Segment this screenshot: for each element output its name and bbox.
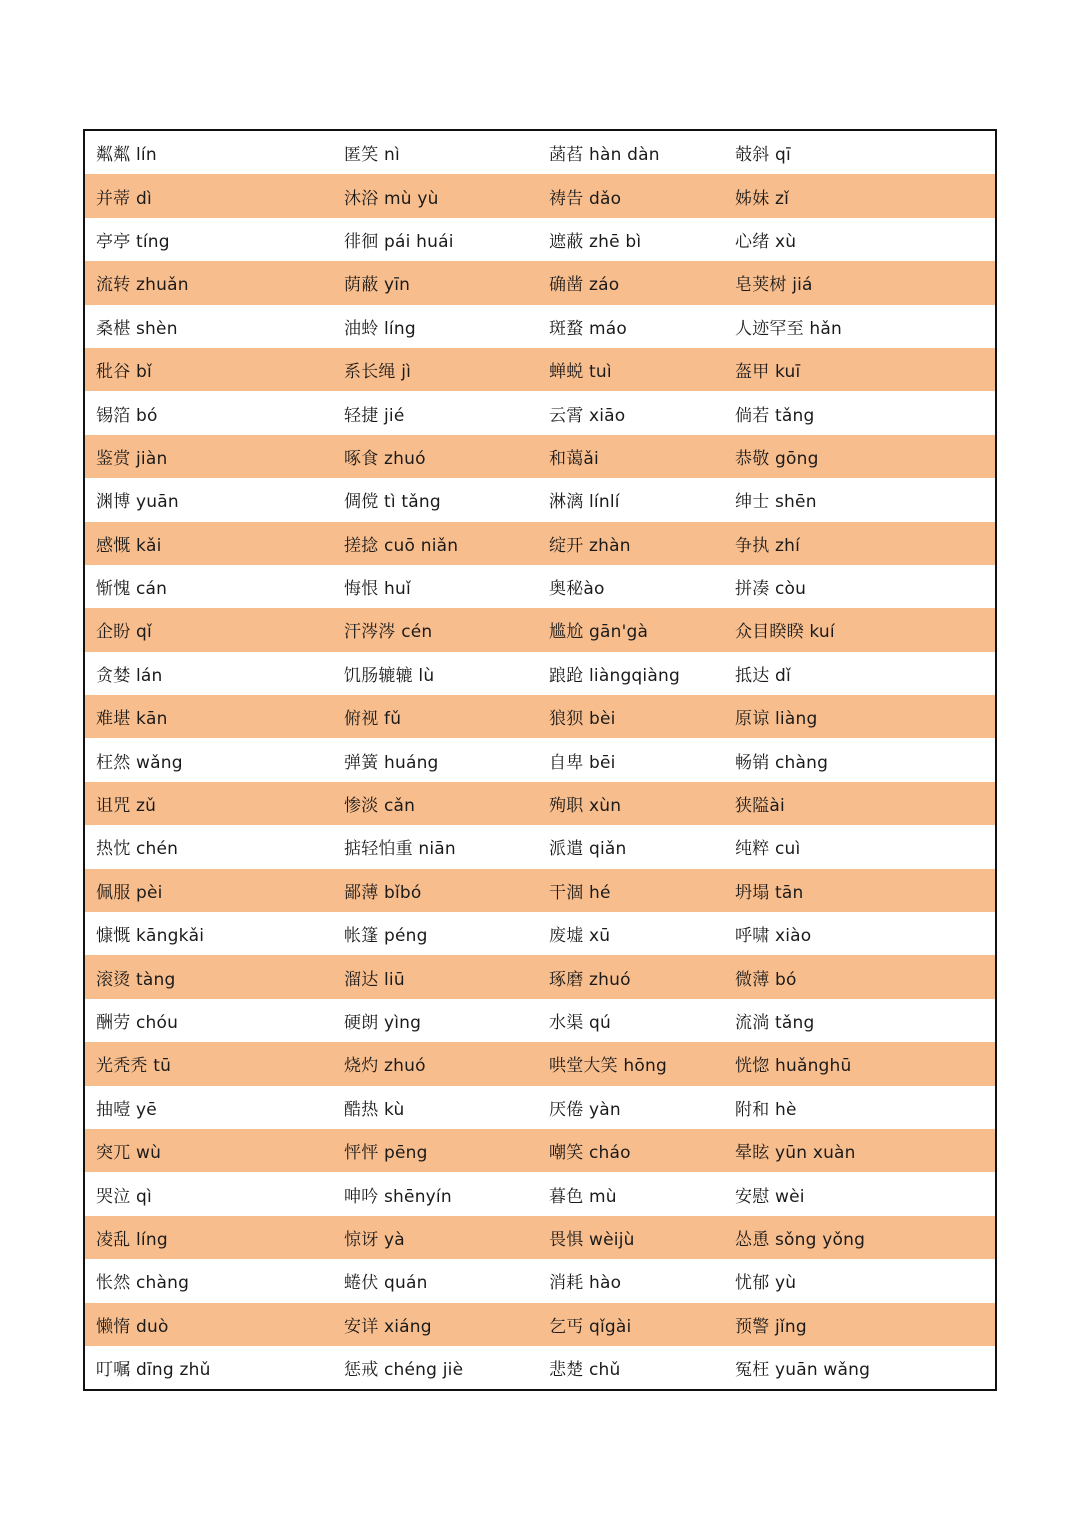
vocab-entry: 自卑 bēi: [549, 752, 616, 773]
vocab-entry: 桑椹 shèn: [96, 318, 178, 339]
vocab-entry: 消耗 hào: [549, 1273, 622, 1294]
vocab-entry: 并蒂 dì: [96, 188, 152, 209]
vocab-entry: 酬劳 chóu: [96, 1013, 179, 1033]
vocab-entry: 悔恨 huǐ: [344, 579, 411, 600]
table-row: [85, 131, 995, 174]
vocab-entry: 预警 jǐng: [735, 1316, 807, 1337]
vocab-entry: 惨淡 cǎn: [344, 796, 416, 817]
vocab-entry: 秕谷 bǐ: [96, 362, 152, 383]
vocab-entry: 哭泣 qì: [96, 1186, 152, 1207]
vocab-entry: 感慨 kǎi: [96, 535, 162, 556]
vocab-entry: 蜷伏 quán: [344, 1273, 428, 1294]
table-row: [85, 1346, 995, 1389]
vocabulary-table: [83, 129, 997, 1391]
table-row: [85, 1303, 995, 1346]
vocab-entry: 慷慨 kāngkǎi: [96, 926, 205, 947]
vocab-entry: 干涸 hé: [549, 882, 611, 903]
vocab-entry: 殉职 xùn: [549, 796, 622, 817]
vocab-entry: 枉然 wǎng: [96, 752, 183, 773]
vocab-entry: 热忱 chén: [96, 839, 179, 860]
table-row: [85, 1216, 995, 1259]
table-row: [85, 912, 995, 955]
vocab-entry: 狭隘ài: [735, 796, 785, 817]
table-row: [85, 435, 995, 478]
vocab-entry: 水渠 qú: [549, 1013, 611, 1033]
vocab-entry: 匿笑 nì: [344, 145, 400, 166]
vocab-entry: 亭亭 tíng: [96, 231, 170, 252]
table-row: [85, 261, 995, 304]
vocab-entry: 锡箔 bó: [96, 405, 158, 426]
vocab-entry: 盔甲 kuī: [735, 362, 801, 383]
vocab-entry: 沐浴 mù yù: [344, 188, 439, 209]
vocab-entry: 附和 hè: [735, 1099, 797, 1120]
vocab-entry: 徘徊 pái huái: [344, 231, 454, 252]
vocab-entry: 和蔼ǎi: [549, 448, 599, 469]
vocab-entry: 鉴赏 jiàn: [96, 448, 168, 469]
vocab-entry: 企盼 qǐ: [96, 622, 152, 643]
vocab-entry: 绽开 zhàn: [549, 535, 631, 556]
vocab-entry: 突兀 wù: [96, 1143, 162, 1164]
vocab-entry: 斑蝥 máo: [549, 318, 627, 339]
vocab-entry: 溜达 liū: [344, 969, 405, 990]
vocab-entry: 怂恿 sǒng yǒng: [735, 1229, 866, 1250]
vocab-entry: 遮蔽 zhē bì: [549, 231, 642, 252]
vocab-entry: 晕眩 yūn xuàn: [735, 1143, 856, 1164]
vocab-entry: 滚烫 tàng: [96, 969, 176, 990]
vocab-entry: 倜傥 tì tǎng: [344, 492, 441, 513]
vocab-entry: 怅然 chàng: [96, 1273, 190, 1294]
vocab-entry: 荫蔽 yīn: [344, 275, 411, 296]
table-row: [85, 391, 995, 434]
vocab-entry: 佩服 pèi: [96, 882, 163, 903]
table-row: [85, 1086, 995, 1129]
vocab-entry: 菡萏 hàn dàn: [549, 145, 660, 166]
vocab-entry: 油蛉 líng: [344, 318, 416, 339]
vocab-entry: 淋漓 línlí: [549, 492, 620, 513]
vocab-entry: 鄙薄 bǐbó: [344, 882, 422, 903]
vocab-entry: 恍惚 huǎnghū: [735, 1056, 852, 1077]
table-row: [85, 1129, 995, 1172]
vocab-entry: 微薄 bó: [735, 969, 797, 990]
vocab-entry: 云霄 xiāo: [549, 405, 626, 426]
vocab-entry: 怦怦 pēng: [344, 1143, 428, 1164]
vocab-entry: 酷热 kù: [344, 1099, 405, 1120]
table-row: [85, 1259, 995, 1302]
vocab-entry: 难堪 kān: [96, 709, 168, 730]
vocab-entry: 绅士 shēn: [735, 492, 817, 513]
vocab-entry: 诅咒 zǔ: [96, 796, 157, 817]
vocab-entry: 姊妹 zǐ: [735, 188, 790, 209]
table-row: [85, 522, 995, 565]
vocab-entry: 抽噎 yē: [96, 1099, 157, 1120]
vocab-entry: 坍塌 tān: [735, 882, 804, 903]
vocab-entry: 搓捻 cuō niǎn: [344, 535, 459, 556]
vocab-entry: 抵达 dǐ: [735, 665, 791, 686]
vocab-entry: 奥秘ào: [549, 579, 605, 600]
vocab-entry: 帐篷 péng: [344, 926, 428, 947]
table-row: [85, 478, 995, 521]
vocab-entry: 流转 zhuǎn: [96, 275, 189, 296]
vocab-entry: 祷告 dǎo: [549, 188, 622, 209]
table-row: [85, 218, 995, 261]
vocab-entry: 尴尬 gān'gà: [549, 622, 649, 643]
vocab-entry: 粼粼 lín: [96, 145, 157, 166]
vocab-entry: 烧灼 zhuó: [344, 1056, 426, 1077]
vocab-entry: 凌乱 líng: [96, 1229, 168, 1250]
vocab-entry: 确凿 záo: [549, 275, 620, 296]
vocab-entry: 倘若 tǎng: [735, 405, 815, 426]
table-row: [85, 305, 995, 348]
vocab-entry: 派遣 qiǎn: [549, 839, 627, 860]
vocab-entry: 汗涔涔 cén: [344, 622, 433, 643]
vocab-entry: 废墟 xū: [549, 926, 611, 947]
table-row: [85, 782, 995, 825]
vocab-entry: 忧郁 yù: [735, 1273, 797, 1294]
vocab-entry: 狼狈 bèi: [549, 709, 616, 730]
vocab-entry: 暮色 mù: [549, 1186, 617, 1207]
vocab-entry: 蝉蜕 tuì: [549, 362, 612, 383]
table-row: [85, 738, 995, 781]
vocab-entry: 冤枉 yuān wǎng: [735, 1360, 871, 1381]
vocab-entry: 嘲笑 cháo: [549, 1143, 631, 1164]
vocab-entry: 俯视 fǔ: [344, 709, 402, 730]
vocab-entry: 原谅 liàng: [735, 709, 818, 730]
vocab-entry: 纯粹 cuì: [735, 839, 801, 860]
table-row: [85, 652, 995, 695]
vocab-entry: 安详 xiáng: [344, 1316, 432, 1337]
vocab-entry: 众目睽睽 kuí: [735, 622, 835, 643]
vocab-entry: 踉跄 liàngqiàng: [549, 665, 680, 686]
table-row: [85, 869, 995, 912]
vocab-entry: 安慰 wèi: [735, 1186, 805, 1207]
vocab-entry: 轻捷 jié: [344, 405, 405, 426]
vocab-entry: 恭敬 gōng: [735, 448, 819, 469]
vocab-entry: 弹簧 huáng: [344, 752, 439, 773]
table-row: [85, 955, 995, 998]
vocab-entry: 哄堂大笑 hōng: [549, 1056, 667, 1077]
vocab-entry: 厌倦 yàn: [549, 1099, 621, 1120]
vocab-entry: 掂轻怕重 niān: [344, 839, 456, 860]
vocab-entry: 琢磨 zhuó: [549, 969, 631, 990]
table-row: [85, 174, 995, 217]
vocab-entry: 畅销 chàng: [735, 752, 829, 773]
vocab-entry: 硬朗 yìng: [344, 1013, 422, 1033]
vocab-entry: 人迹罕至 hǎn: [735, 318, 842, 339]
table-row: [85, 695, 995, 738]
table-row: [85, 348, 995, 391]
vocab-entry: 懒惰 duò: [96, 1316, 169, 1337]
table-row: [85, 825, 995, 868]
vocab-entry: 叮嘱 dīng zhǔ: [96, 1360, 211, 1381]
vocab-entry: 心绪 xù: [735, 231, 797, 252]
vocab-entry: 啄食 zhuó: [344, 448, 426, 469]
vocab-entry: 惩戒 chéng jiè: [344, 1360, 464, 1381]
vocab-entry: 渊博 yuān: [96, 492, 179, 513]
table-row: [85, 565, 995, 608]
table-row: [85, 999, 995, 1042]
table-row: [85, 1042, 995, 1085]
vocab-entry: 呻吟 shēnyín: [344, 1186, 452, 1207]
vocab-entry: 流淌 tǎng: [735, 1013, 815, 1033]
table-row: [85, 1172, 995, 1215]
vocab-entry: 悲楚 chǔ: [549, 1360, 621, 1381]
vocab-entry: 系长绳 jì: [344, 362, 412, 383]
vocab-entry: 惊讶 yà: [344, 1229, 405, 1250]
vocab-entry: 贪婪 lán: [96, 665, 163, 686]
vocab-entry: 拼凑 còu: [735, 579, 807, 600]
vocab-entry: 饥肠辘辘 lù: [344, 665, 435, 686]
vocab-entry: 皂荚树 jiá: [735, 275, 813, 296]
vocab-entry: 乞丐 qǐgài: [549, 1316, 632, 1337]
vocab-entry: 呼啸 xiào: [735, 926, 812, 947]
vocab-entry: 惭愧 cán: [96, 579, 168, 600]
vocab-entry: 光秃秃 tū: [96, 1056, 172, 1077]
table-row: [85, 608, 995, 651]
vocab-entry: 畏惧 wèijù: [549, 1229, 635, 1250]
vocab-entry: 争执 zhí: [735, 535, 801, 556]
vocab-entry: 攲斜 qī: [735, 145, 791, 166]
